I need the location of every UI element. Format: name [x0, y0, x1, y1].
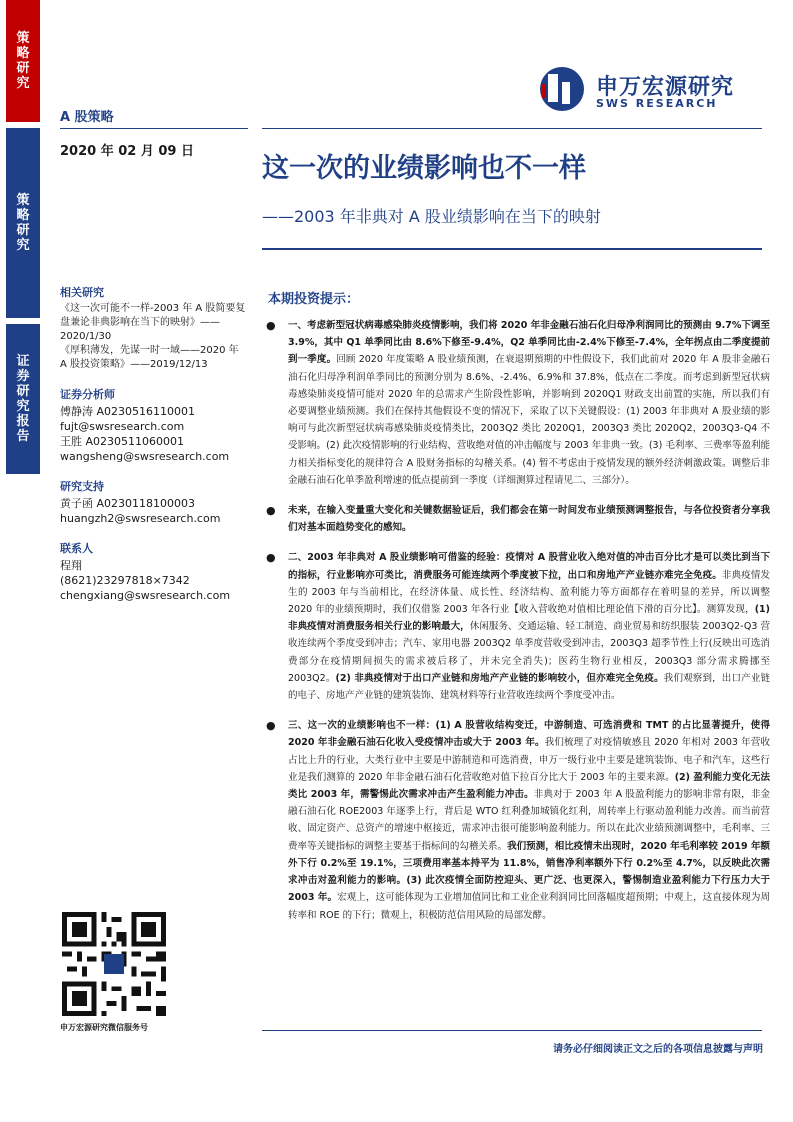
- report-date: 2020 年 02 月 09 日: [60, 144, 194, 159]
- title-divider: [262, 248, 762, 250]
- tip-3-bold: 二、2003 年非典对 A 股业绩影响可借鉴的经验：疫情对 A 股营业收入绝对值的冲击百分比才是可以类比到当下的指标，行业影响亦可类比，消费服务可能连续两个季度被下拉，出口和房地产产业链亦难完全免疫。: [288, 552, 770, 581]
- category-divider: [60, 128, 248, 129]
- analyst-line: 王胜 A0230511060001: [60, 435, 185, 448]
- bullet-icon: ●: [266, 319, 276, 332]
- tip-3-text-1: 非典疫情发生的 2003 年与当前相比，在经济体量、成长性、经济结构、盈利能力等方面都存在着明显的差异，所以调整 2020 年的业绩预期时，我们仅借鉴 2003 年各行业【收入营收绝对值相比理论值下滑的百分比】。测算发现，: [288, 569, 770, 616]
- analysts-heading: 证券分析师: [60, 388, 115, 401]
- bullet-icon: ●: [266, 504, 276, 518]
- contact: [60, 542, 248, 603]
- contact-heading: 联系人: [60, 542, 93, 555]
- investment-tips-heading: 本期投资提示：: [268, 292, 360, 307]
- footer-divider: [262, 1030, 762, 1031]
- side-label-report-type: 证券研究报告: [6, 324, 40, 474]
- logo-text-cn: 申万宏源研究: [596, 75, 735, 100]
- tip-paragraph-4: [262, 717, 770, 923]
- tip-3-bold-3: (2) 非典疫情对于出口产业链和房地产产业链的影响较小，但亦难完全免疫。: [335, 672, 664, 684]
- left-column: [60, 286, 248, 619]
- support-line: 黄子函 A0230118100003: [60, 497, 196, 510]
- report-category: A 股策略: [60, 110, 114, 125]
- support-email: huangzh2@swsresearch.com: [60, 512, 221, 525]
- related-research-heading: 相关研究: [60, 286, 104, 299]
- related-item: 《厚积薄发，先谋一时一域——2020 年 A 股投资策略》——2019/12/13: [60, 345, 239, 370]
- tip-2-bold: 未来，在输入变量重大变化和关键数据验证后，我们都会在第一时间发布业绩预测调整报告，与各位投资者分享我们对基本面趋势变化的感知。: [288, 505, 770, 534]
- header-divider: [262, 128, 762, 129]
- analyst-email: fujt@swsresearch.com: [60, 420, 185, 433]
- qr-caption: 申万宏源研究微信服务号: [60, 1023, 148, 1032]
- sws-logo: [534, 64, 764, 116]
- bullet-icon: ●: [266, 551, 276, 565]
- side-label-strategy-1: 策略研究: [6, 0, 40, 122]
- sws-logo-icon: [534, 64, 590, 114]
- tip-1-text: 回顾 2020 年度策略 A 股业绩预测，在衰退期預期的中性假设下，我们此前对 2020 年 A 股非金融石油石化归母净利润单季同比的预测分别为 8.6%、-2.4%、6.9%和 37.8%，低点在二季度。而考虑到新型冠状病毒感染肺炎疫情可能对 2020 年的总需求产生阶段性影响，并影响到 2020Q1 财政支出前置的实施，所以我们有必要调整业绩预测。我们在保持其他假设不变的情况下，采取了以下关键假设：(1) 2003 年非典对 A 股业绩的影响可与此次新型冠状病毒感染肺炎疫情类比，2003Q2 类比 2020Q1，2003Q3 类比 2020Q2，2003Q3-Q4 不受影响。(2) 此次疫情影响的行业结构、营收绝对值的冲击幅度与 2003 年非典一致。(3) 毛利率、三费率等盈利能力相关指标变化的规律符合 A 股财务指标的勾稽关系。(4) 暂不考虑由于疫情发现的额外经济刺激政策。调整后非金融石油石化单季盈利增速的低点提前到一季度（详细测算过程请见二、三部分）。: [288, 354, 770, 486]
- tip-4-text-2: 非典对于 2003 年 A 股盈利能力的影响非常有限，非金融石油石化 ROE2003 年逐季上行，背后是 WTO 红利叠加城镇化红利，周转率上行驱动盈利能力改善。而当前营收、固定资产、总资产的增速中枢接近，需求冲击很可能影响盈利能力。所以在此次业绩预测调整中，毛利率、三费率等关键指标的调整主要基于指标间的勾稽关系。: [288, 789, 770, 852]
- tip-4-bold: 三、这一次的业绩影响也不一样：(1) A 股营收结构变迁，中游制造、可选消费和 TMT 的占比显著提升，使得 2020 年非金融石油石化收入受疫情冲击或大于 2003 年。: [288, 720, 770, 749]
- tip-4-bold-3: 我们预测，相比疫情未出现时，2020 年毛利率较 2019 年额外下行 0.2%至 19.1%，三项费用率基本持平为 11.8%，销售净利率额外下行 0.2%至 4.7%，以反映此次需求冲击对盈利能力的影响。(3) 此次疫情全面防控迎头、更广泛、也更深入，警惕制造业盈利能力下行压力大于 2003 年。: [288, 840, 770, 904]
- page-title: 这一次的业绩影响也不一样: [262, 153, 586, 184]
- tip-3-text-2: 休闲服务、交通运输、轻工制造、商业贸易和纺织服装 2003Q2-Q3 营收连续两个季度受到冲击；汽车、家用电器 2003Q2 单季度营收受到冲击，2003Q3 超季节性上行(反映出可选消费部分在疫情期间损失的需求被后移了，并未完全消失)；医药生物行业相反，2003Q3 部分需求腾挪至 2003Q2。: [288, 621, 770, 684]
- tip-paragraph-1: [262, 317, 770, 489]
- tip-paragraph-2: [262, 502, 770, 536]
- side-bar: [0, 0, 48, 1122]
- tip-4-text-3: 宏观上，这可能体现为工业增加值同比和工业企业利润同比回落幅度超预期；中观上，这直接体现为周转率和 ROE 的下行；微观上，积极防范信用风险的局部发酵。: [288, 892, 770, 921]
- qr-code-icon: [62, 912, 166, 1016]
- contact-name: 程翔: [60, 559, 82, 572]
- tip-3-bold-2: (1) 非典疫情对消费服务相关行业的影响最大，: [288, 604, 770, 633]
- tip-4-text-1: 我们梳理了对疫情敏感且 2020 年相对 2003 年营收占比上升的行业，大类行业中主要是中游制造和可选消费，申万一级行业中主要是建筑装饰、电子和汽车，这些行业是我们测算的 2020 年非金融石油石化营收绝对值下拉百分比大于 2003 年的主要来源。: [288, 737, 770, 783]
- related-item: 《这一次可能不一样-2003 年 A 股简要复盘兼论非典影响在当下的映射》——2020/1/30: [60, 303, 246, 342]
- analyst-email: wangsheng@swsresearch.com: [60, 450, 230, 463]
- support-heading: 研究支持: [60, 480, 104, 493]
- contact-phone: (8621)23297818×7342: [60, 574, 190, 587]
- contact-email: chengxiang@swsresearch.com: [60, 589, 231, 602]
- logo-text-en: SWS RESEARCH: [596, 97, 718, 110]
- related-research: [60, 286, 248, 372]
- tip-paragraph-3: [262, 549, 770, 704]
- side-label-strategy-2: 策略研究: [6, 128, 40, 318]
- tip-1-bold: 一、考虑新型冠状病毒感染肺炎疫情影响，我们将 2020 年非金融石油石化归母净利润同比的预测由 9.7%下调至 3.9%，其中 Q1 单季同比由 8.6%下修至-9.4%，Q2 单季同比由-2.4%下修至-7.4%，全年拐点由二季度提前到一季度。: [288, 320, 770, 366]
- tip-3-text-3: 我们观察到，出口产业链的电子、房地产产业链的建筑装饰、建筑材料等行业营收连续两个季度受冲击。: [288, 672, 770, 702]
- page-subtitle: ——2003 年非典对 A 股业绩影响在当下的映射: [262, 207, 601, 226]
- main-content: [262, 288, 770, 937]
- analysts: [60, 388, 248, 464]
- tip-4-bold-2: (2) 盈利能力变化无法类比 2003 年，需警惕此次需求冲击产生盈利能力冲击。: [288, 771, 770, 801]
- bullet-icon: ●: [266, 719, 276, 733]
- analyst-line: 傅静涛 A0230516110001: [60, 405, 196, 418]
- disclaimer-link[interactable]: 请务必仔细阅读正文之后的各项信息披露与声明: [553, 1044, 763, 1055]
- research-support: [60, 480, 248, 526]
